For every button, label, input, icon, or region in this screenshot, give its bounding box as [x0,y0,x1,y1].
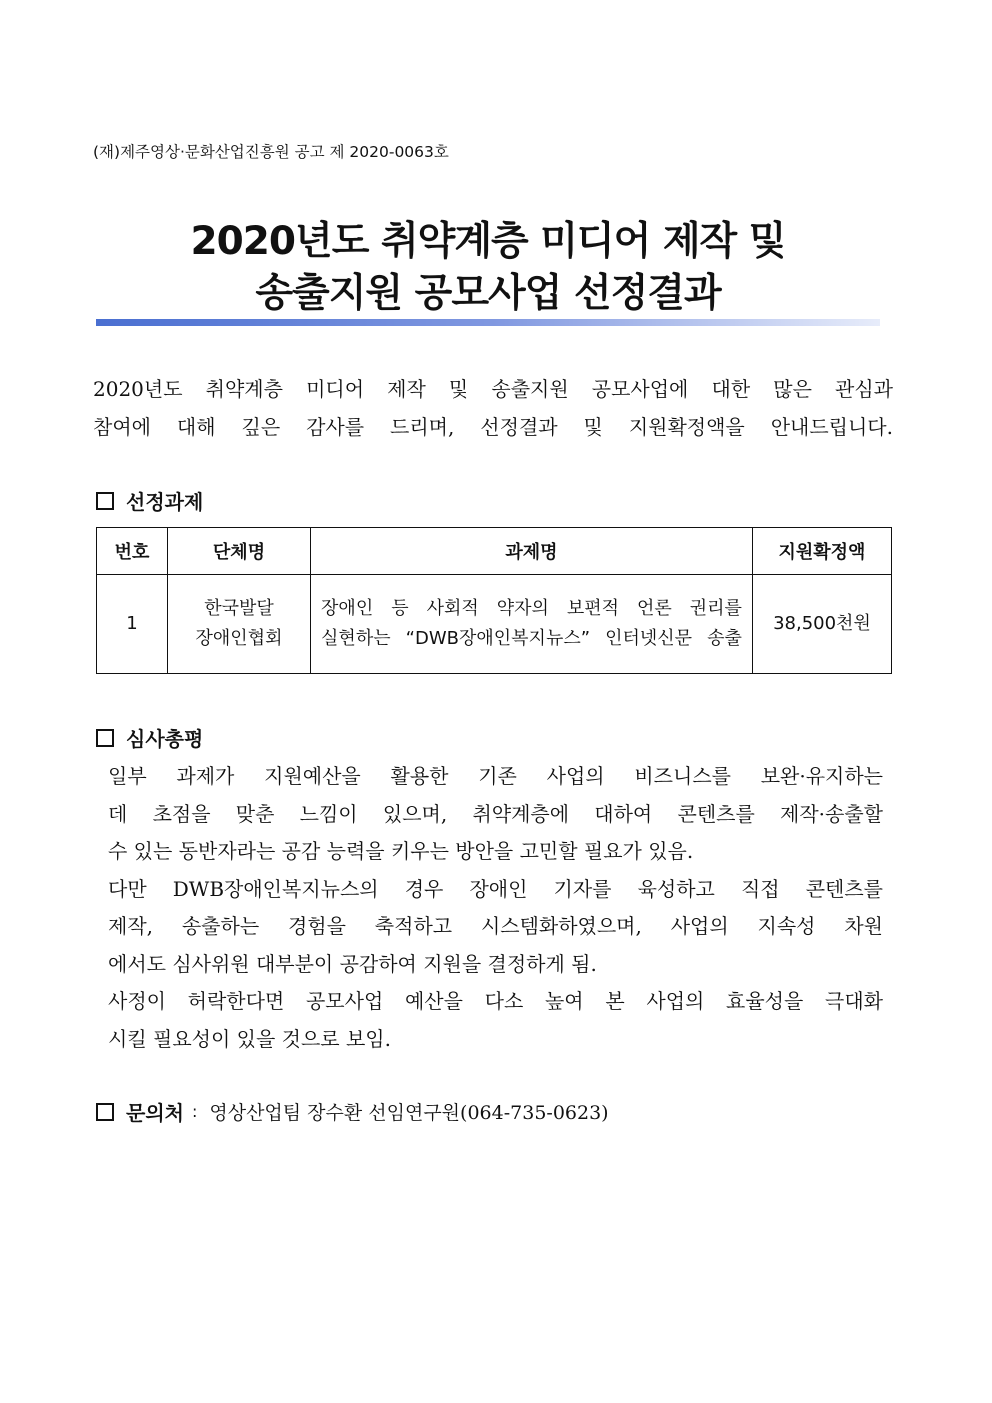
review-paragraph [108,758,883,1058]
table-header-row [97,528,892,575]
checkbox-icon [96,729,114,747]
checkbox-icon [96,492,114,510]
checkbox-icon [96,1103,114,1121]
org-line: 한국발달 [204,598,274,619]
contact-separator: : [191,1102,198,1121]
org-line: 장애인협회 [195,628,283,649]
section-title: 심사총평 [126,727,204,751]
page-title-line1: 2020년도 취약계층 미디어 제작 및 [190,219,786,264]
review-line: 에서도 심사위원 대부분이 공감하여 지원을 결정하게 됨. [108,951,597,976]
notice-number: (재)제주영상·문화산업진흥원 공고 제 2020-0063호 [93,143,449,161]
intro-line: 2020년도 취약계층 미디어 제작 및 송출지원 공모사업에 대한 많은 관심과 [93,377,893,401]
header-task: 과제명 [311,528,753,575]
review-line: 제작, 송출하는 경험을 축적하고 시스템화하였으며, 사업의 지속성 차원 [108,914,883,938]
selected-projects-table [96,527,892,674]
contact-info: 영상산업팀 장수환 선임연구원(064-735-0623) [209,1102,609,1124]
section-contact [96,1097,609,1126]
cell-org [167,575,310,674]
section-title: 선정과제 [126,490,204,514]
task-line: 실현하는 “DWB장애인복지뉴스” 인터넷신문 송출 [321,628,742,649]
section-review-heading [96,723,203,752]
review-line: 일부 과제가 지원예산을 활용한 기존 사업의 비즈니스를 보완·유지하는 [108,764,883,788]
review-line: 시킬 필요성이 있을 것으로 보임. [108,1026,391,1051]
review-line: 다만 DWB장애인복지뉴스의 경우 장애인 기자를 육성하고 직접 콘텐츠를 [108,876,883,901]
task-line: 장애인 등 사회적 약자의 보편적 언론 권리를 [321,598,742,619]
header-amount: 지원확정액 [752,528,891,575]
review-line: 사정이 허락한다면 공모사업 예산을 다소 높여 본 사업의 효율성을 극대화 [108,989,883,1013]
section-selected-heading [96,486,203,515]
intro-line: 참여에 대해 깊은 감사를 드리며, 선정결과 및 지원확정액을 안내드립니다. [93,415,893,439]
header-org: 단체명 [167,528,310,575]
cell-amount: 38,500천원 [752,575,891,674]
intro-paragraph [93,370,893,446]
review-line: 수 있는 동반자라는 공감 능력을 키우는 방안을 고민할 필요가 있음. [108,839,694,863]
page-title-line2: 송출지원 공모사업 선정결과 [255,271,721,316]
title-underline [96,319,880,326]
review-line: 데 초점을 맞춘 느낌이 있으며, 취약계층에 대하여 콘텐츠를 제작·송출할 [108,801,883,826]
section-title: 문의처 [126,1101,184,1125]
table-row [97,575,892,674]
cell-no: 1 [97,575,168,674]
cell-task [311,575,753,674]
header-no: 번호 [97,528,168,575]
